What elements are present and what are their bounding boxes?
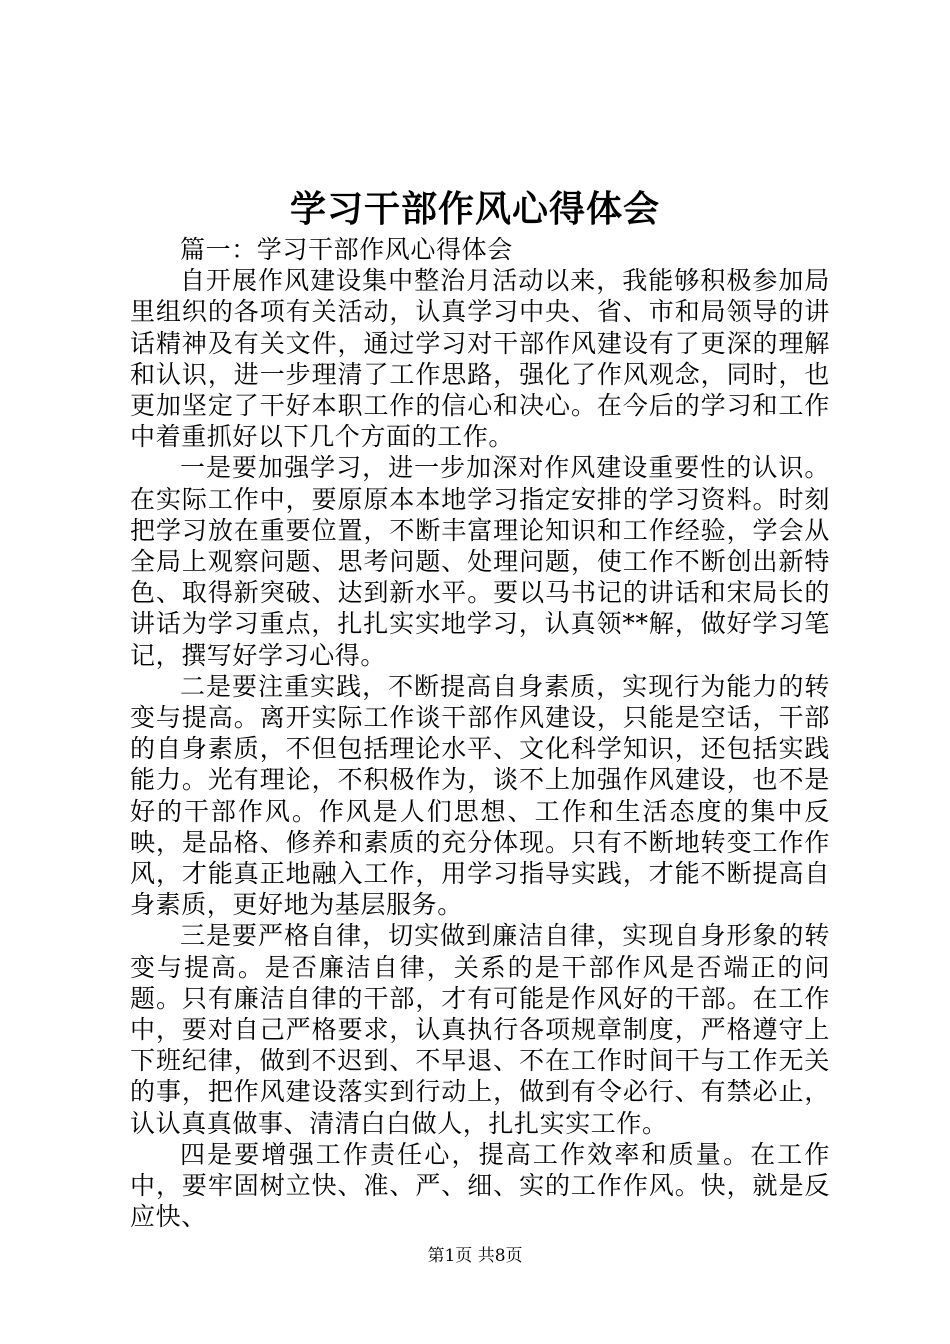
document-body [130, 234, 830, 1233]
paragraph-point-3: 三是要严格自律，切实做到廉洁自律，实现自身形象的转变与提高。是否廉洁自律，关系的是干部作风是否端正的问题。只有廉洁自律的干部，才有可能是作风好的干部。在工作中，要对自己严格要求，认真执行各项规章制度，严格遵守上下班纪律，做到不迟到、不早退、不在工作时间干与工作无关的事，把作风建设落实到行动上，做到有令必行、有禁必止，认认真真做事、清清白白做人，扎扎实实工作。 [130, 921, 830, 1138]
page-number-footer: 第1页 共8页 [427, 1246, 523, 1266]
paragraph-section-heading: 篇一：学习干部作风心得体会 [180, 235, 513, 264]
paragraph-intro: 自开展作风建设集中整治月活动以来，我能够积极参加局里组织的各项有关活动，认真学习中央、省、市和局领导的讲话精神及有关文件，通过学习对干部作风建设有了更深的理解和认识，进一步理清了工作思路，强化了作风观念，同时，也更加坚定了干好本职工作的信心和决心。在今后的学习和工作中着重抓好以下几个方面的工作。 [130, 266, 830, 452]
paragraph-point-2: 二是要注重实践，不断提高自身素质，实现行为能力的转变与提高。离开实际工作谈干部作风建设，只能是空话，干部的自身素质，不但包括理论水平、文化科学知识，还包括实践能力。光有理论，不积极作为，谈不上加强作风建设，也不是好的干部作风。作风是人们思想、工作和生活态度的集中反映，是品格、修养和素质的充分体现。只有不断地转变工作作风，才能真正地融入工作，用学习指导实践，才能不断提高自身素质，更好地为基层服务。 [130, 671, 830, 920]
document-title: 学习干部作风心得体会 [289, 188, 660, 230]
paragraph-point-1: 一是要加强学习，进一步加深对作风建设重要性的认识。在实际工作中，要原原本本地学习指定安排的学习资料。时刻把学习放在重要位置，不断丰富理论知识和工作经验，学会从全局上观察问题、思考问题、处理问题，使工作不断创出新特色、取得新突破、达到新水平。要以马书记的讲话和宋局长的讲话为学习重点，扎扎实实地学习，认真领**解，做好学习笔记，撰写好学习心得。 [130, 453, 830, 670]
paragraph-point-4: 四是要增强工作责任心，提高工作效率和质量。在工作中，要牢固树立快、准、严、细、实的工作作风。快，就是反应快、 [130, 1139, 830, 1232]
